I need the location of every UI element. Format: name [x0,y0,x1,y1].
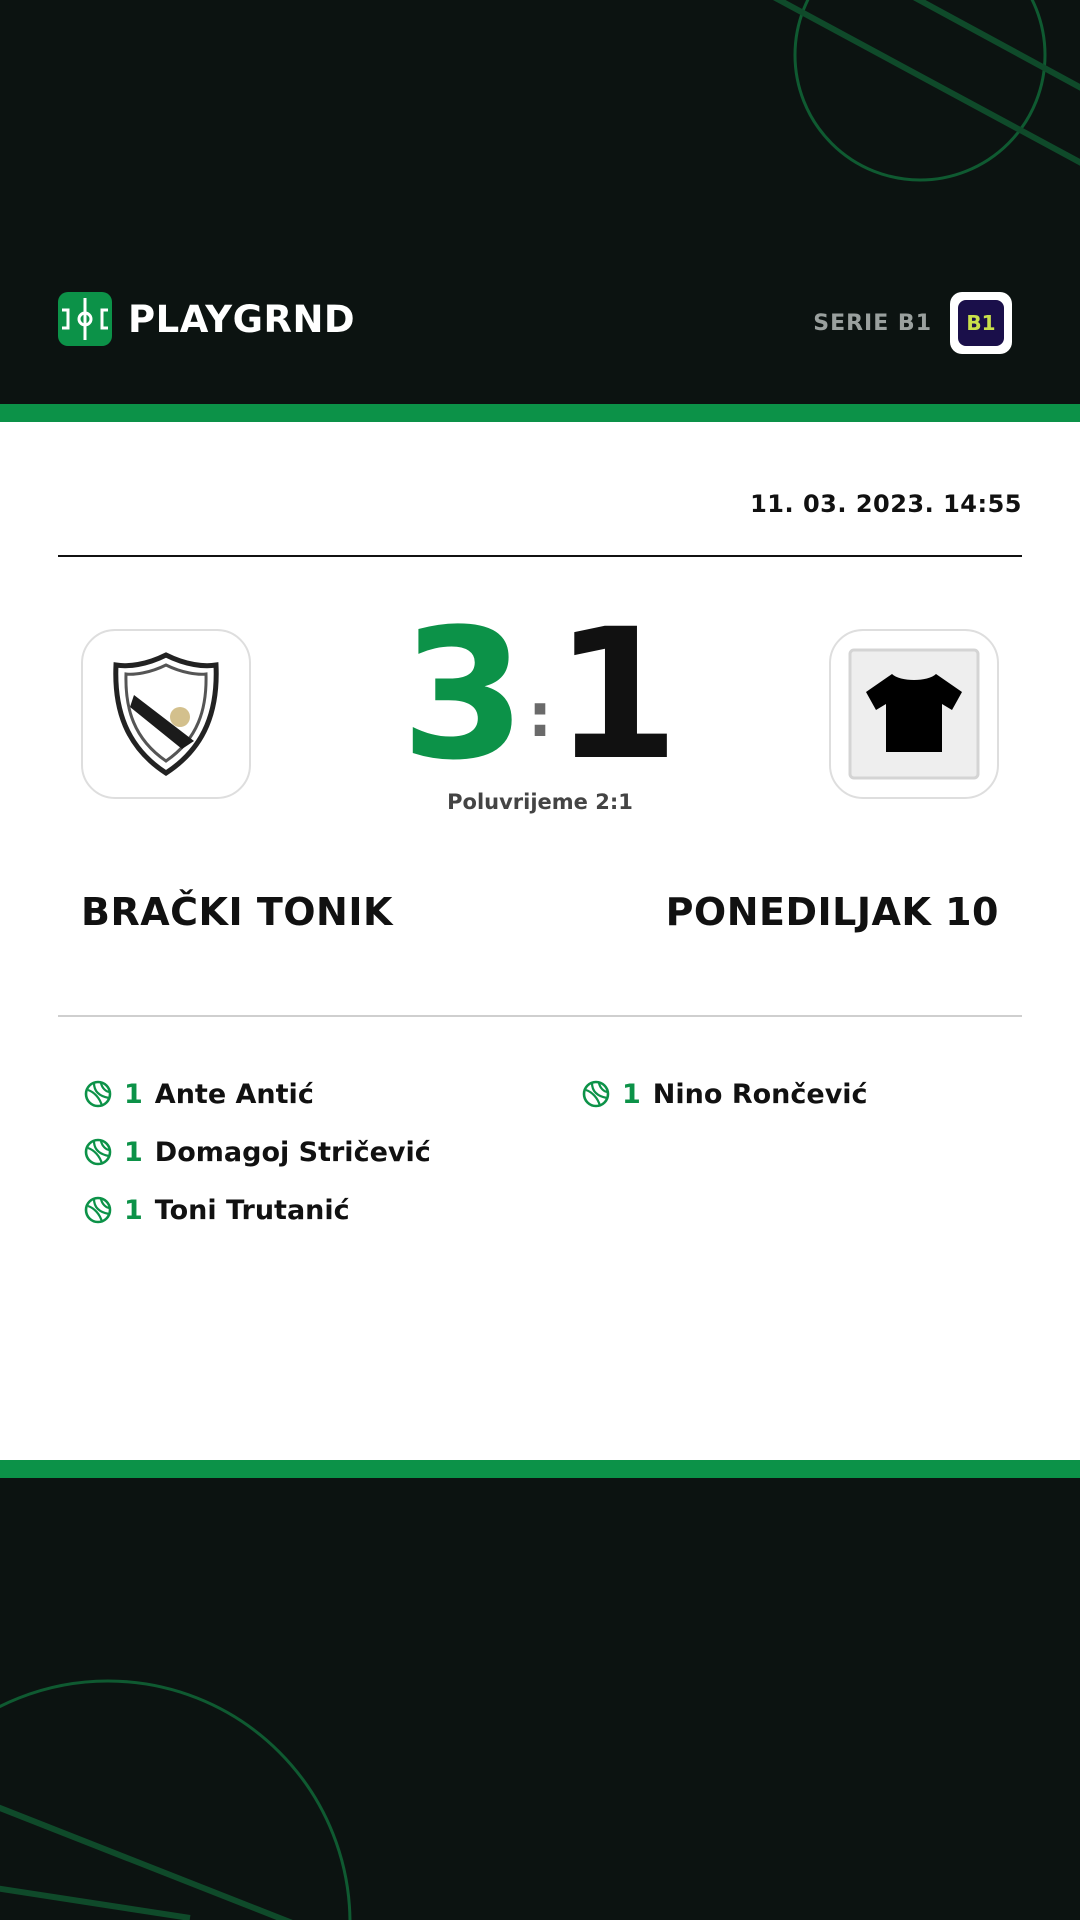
football-icon [84,1196,112,1224]
divider [58,555,1022,557]
match-card [0,422,1080,1460]
pitch-lines-decoration [0,1478,1080,1920]
brand [58,292,355,346]
home-score: 3 [400,591,526,800]
divider [58,1015,1022,1017]
player-name: Ante Antić [154,1078,314,1110]
player-name: Nino Rončević [652,1078,868,1110]
league-info [813,292,1012,354]
scorer-row [582,1065,868,1123]
league-badge-label: B1 [958,300,1004,346]
match-datetime: 11. 03. 2023. 14:55 [750,490,1022,518]
scorer-row [84,1065,431,1123]
away-score: 1 [554,591,680,800]
accent-stripe-bottom [0,1460,1080,1478]
football-pitch-icon [58,292,112,346]
football-icon [84,1138,112,1166]
away-team-name: PONEDILJAK 10 [665,890,999,934]
accent-stripe-top [0,404,1080,422]
football-icon [84,1080,112,1108]
halftime-score: Poluvrijeme 2:1 [447,790,633,814]
footer-band [0,1478,1080,1920]
goal-count: 1 [124,1078,143,1110]
score-separator: : [528,681,552,751]
player-name: Toni Trutanić [154,1194,350,1226]
shield-crest-icon [106,649,226,779]
header-band [0,0,1080,404]
goal-count: 1 [124,1136,143,1168]
league-name: SERIE B1 [813,310,932,336]
football-icon [582,1080,610,1108]
tshirt-icon [848,648,980,780]
away-team-crest [829,629,999,799]
brand-name: PLAYGRND [128,297,356,341]
home-team-crest [81,629,251,799]
scorer-row [84,1181,431,1239]
scorer-row [84,1123,431,1181]
away-scorers-list [582,1065,868,1123]
home-team-name: BRAČKI TONIK [81,890,393,934]
goal-count: 1 [124,1194,143,1226]
league-badge [950,292,1012,354]
home-scorers-list [84,1065,431,1239]
player-name: Domagoj Stričević [154,1136,431,1168]
goal-count: 1 [622,1078,641,1110]
scoreboard [340,591,740,800]
